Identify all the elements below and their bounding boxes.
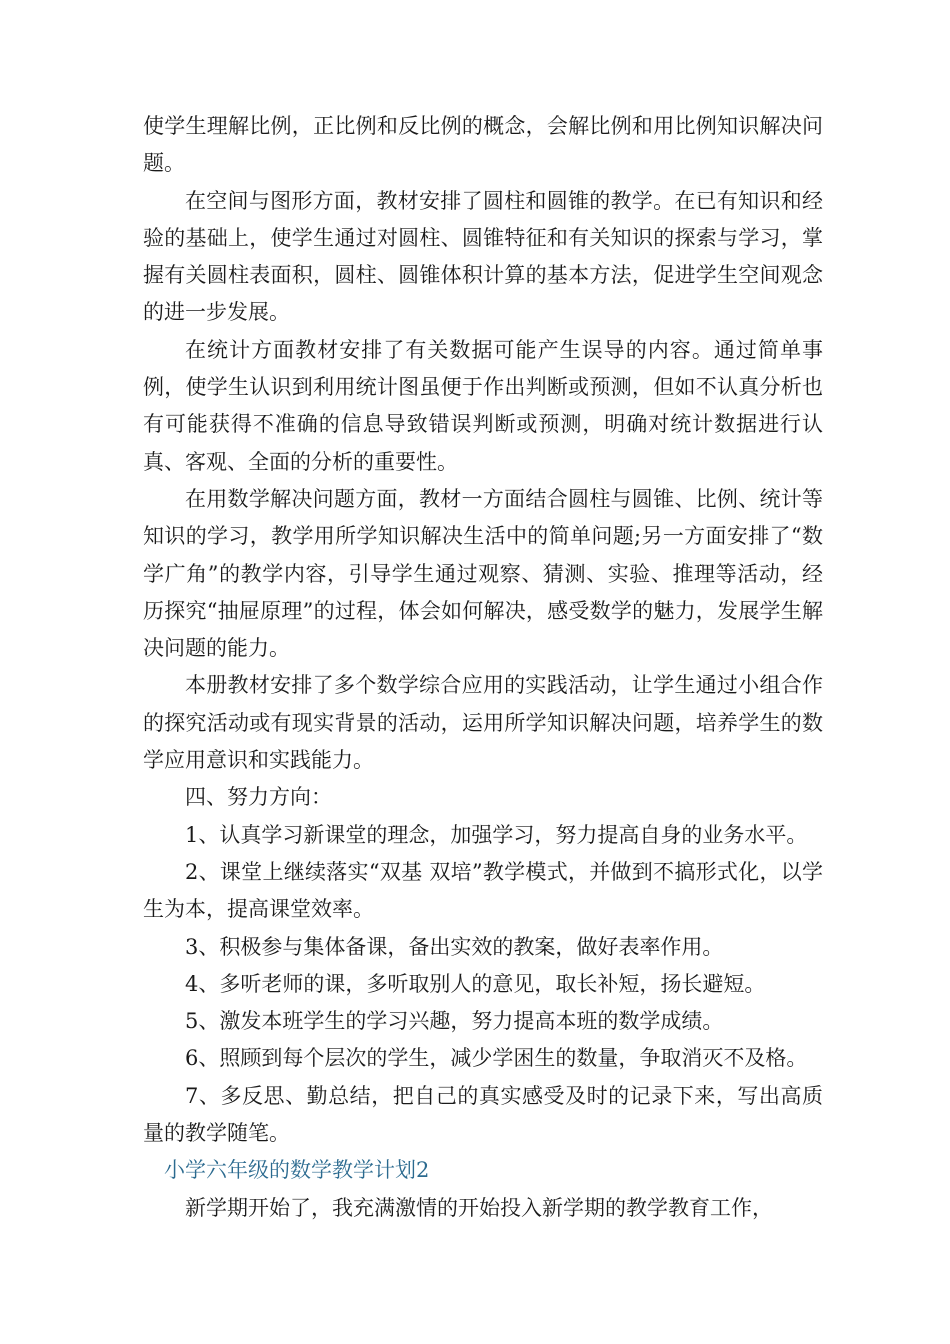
paragraph-ratio: 使学生理解比例，正比例和反比例的概念，会解比例和用比例知识解决问题。: [143, 114, 823, 176]
list-item: 5、激发本班学生的学习兴趣，努力提高本班的数学成绩。: [185, 1009, 724, 1034]
list-item: 7、多反思、勤总结，把自己的真实感受及时的记录下来，写出高质量的教学随笔。: [143, 1083, 823, 1146]
list-item: 1、认真学习新课堂的理念，加强学习，努力提高自身的业务水平。: [185, 822, 808, 847]
paragraph-space-and-shapes: 在空间与图形方面，教材安排了圆柱和圆锥的教学。在已有知识和经验的基础上，使学生通过对圆柱、圆锥特征和有关知识的探索与学习，掌握有关圆柱表面积，圆柱、圆锥体积计算的基本方法，促进学生空间观念的进一步发展。: [143, 188, 823, 325]
document-page: [143, 108, 823, 1227]
list-item: 6、照顾到每个层次的学生，减少学困生的数量，争取消灭不及格。: [185, 1046, 808, 1071]
list-item: 3、积极参与集体备课，备出实效的教案，做好表率作用。: [185, 934, 724, 959]
paragraph-statistics: 在统计方面教材安排了有关数据可能产生误导的内容。通过简单事例，使学生认识到利用统计图虽便于作出判断或预测，但如不认真分析也有可能获得不准确的信息导致错误判断或预测，明确对统计数据进行认真、客观、全面的分析的重要性。: [143, 337, 823, 474]
paragraph-problem-solving: 在用数学解决问题方面，教材一方面结合圆柱与圆锥、比例、统计等知识的学习，教学用所学知识解决生活中的简单问题;另一方面安排了“数学广角”的教学内容，引导学生通过观察、猜测、实验、推理等活动，经历探究“抽屉原理”的过程，体会如何解决，感受数学的魅力，发展学生解决问题的能力。: [143, 486, 823, 661]
next-plan-heading-link[interactable]: 小学六年级的数学教学计划2: [164, 1158, 430, 1183]
paragraph-next-plan-intro: 新学期开始了，我充满激情的开始投入新学期的教学教育工作，: [185, 1195, 773, 1220]
list-item: 2、课堂上继续落实“双基 双培”教学模式，并做到不搞形式化，以学生为本，提高课堂效率。: [143, 859, 823, 922]
paragraph-practice-activities: 本册教材安排了多个数学综合应用的实践活动，让学生通过小组合作的探究活动或有现实背景的活动，运用所学知识解决问题，培养学生的数学应用意识和实践能力。: [143, 673, 823, 773]
list-item: 4、多听老师的课，多听取别人的意见，取长补短，扬长避短。: [185, 971, 766, 996]
section-title-effort-direction: 四、努力方向：: [185, 785, 332, 810]
